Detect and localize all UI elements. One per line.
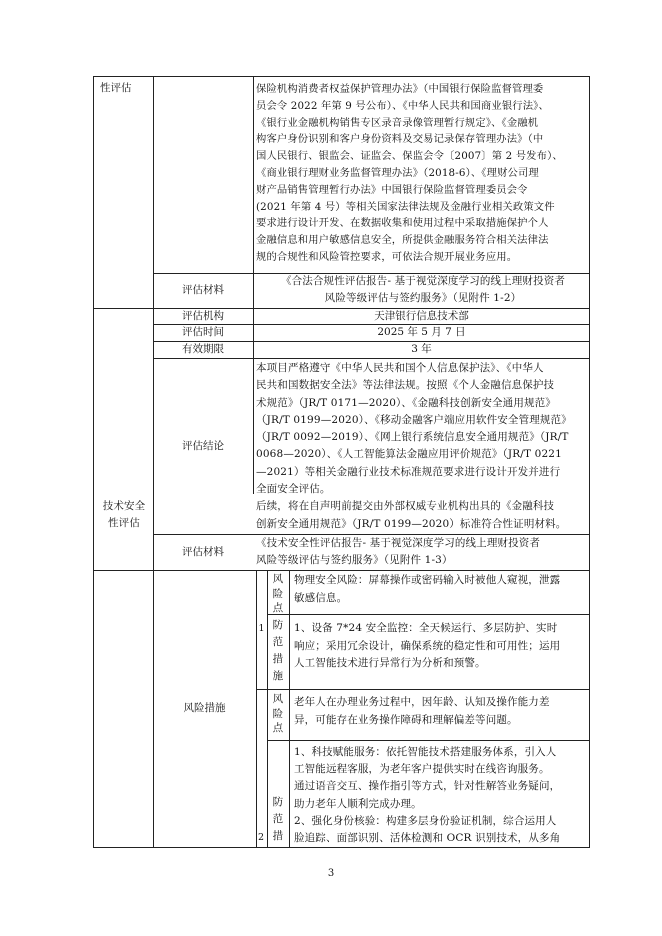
conclusion-label: 评估结论	[182, 439, 224, 452]
measure-text: 1、设备 7*24 安全监控：全天候运行、多层防护、实时 响应；采用冗余设计，确保系统的稳定性和可用性；运用 人工智能技术进行异常行为分析和预警。	[294, 622, 561, 669]
row-label-validity: 有效期限	[182, 343, 224, 356]
risk-measures-label: 风险措施	[183, 702, 226, 715]
row-label-assessor: 评估机构	[182, 309, 224, 322]
risk-point-tag: 风 险 点	[272, 573, 284, 614]
measure-text: 1、科技赋能服务：依托智能技术搭建服务体系，引入人 工智能远程客服，为老年客户提供实时在线咨询服务。 通过语音交互、操作指引等方式，针对性解答业务疑问， 助力老年人顺利完成办理。 2、强化身份核验：构建多层身份验证机制，综合运用人 脸追踪、面部识别、活体检测和 OCR 识别技术，从多角	[294, 746, 561, 845]
tech-materials-value: 《技术安全性评估报告- 基于视觉深度学习的线上理财投资者 风险等级评估与签约服务》（见附件 1-3）	[256, 537, 541, 566]
risk-point-text: 物理安全风险：屏幕操作或密码输入时被他人窥视，泄露 敏感信息。	[294, 574, 561, 604]
compliance-materials-value: 《合法合规性评估报告- 基于视觉深度学习的线上理财投资者 风险等级评估与签约服务》（见附件 1-2）	[280, 275, 566, 304]
compliance-materials-label: 评估材料	[182, 284, 224, 297]
row-value-assessor: 天津银行信息技术部	[374, 309, 469, 322]
compliance-description: 保险机构消费者权益保护管理办法》（中国银行保险监督管理委 员会令 2022 年第 9 号公布）、《中华人民共和国商业银行法》、 《银行业金融机构销售专区录音录像管理暂行规定》、《金融机 构客户身份识别和客户身份资料及交易记录保存管理办法》（中 国人民银行、银监会、证监会、保监会令〔2007〕第 2 号发布）、 《商业银行理财业务监督管理办法》（2018-6）、《理财公司理 财产品销售管理暂行办法》中国银行保险监督管理委员会令 (2021 年第 4 号）等相关国家法律法规及金融行业相关政策文件 要求进行设计开发、在数据收集和使用过程中采取措施保护个人 金融信息和用户敏感信息安全，所提供金融服务符合相关法律法 规的合规性和风险管控要求，可依法合规开展业务应用。	[256, 83, 563, 263]
page-number: 3	[327, 868, 335, 879]
category-tech-security: 技术安全 性评估	[102, 500, 146, 529]
row-value-validity: 3 年	[411, 343, 432, 356]
risk-point-tag: 风 险 点	[272, 693, 284, 734]
measure-tag: 防 范 措 施	[272, 619, 284, 682]
risk-item-number: 2	[258, 832, 265, 843]
row-label-date: 评估时间	[182, 326, 224, 339]
risk-item-number: 1	[258, 623, 265, 635]
conclusion-text: 本项目严格遵守《中华人民共和国个人信息保护法》、《中华人 民共和国数据安全法》等法律法规。按照《个人金融信息保护技 术规范》（JR/T 0171—2020）、《金融科技创新安全通用规范》 （JR/T 0199—2020）、《移动金融客户端应用软件安全管理规范》 （JR/T 0092—2019）、《网上银行系统信息安全通用规范》（JR/T 0068—2020）、《人工智能算法金融应用评价规范》（JR/T 0221 —2021）等相关金融行业技术标准规范要求进行设计开发并进行 全面安全评估。 后续，将在自声明前提交由外部权威专业机构出具的《金融科技 创新安全通用规范》（JR/T 0199—2020）标准符合性证明材料。	[256, 362, 572, 530]
row-value-date: 2025 年 5 月 7 日	[377, 326, 466, 339]
measure-tag: 防 范 措	[272, 796, 284, 842]
category-compliance: 性评估	[100, 82, 132, 94]
risk-point-text: 老年人在办理业务过程中，因年龄、认知及操作能力差 异，可能存在业务操作障碍和理解偏差等问题。	[294, 696, 550, 726]
tech-materials-label: 评估材料	[182, 545, 224, 558]
